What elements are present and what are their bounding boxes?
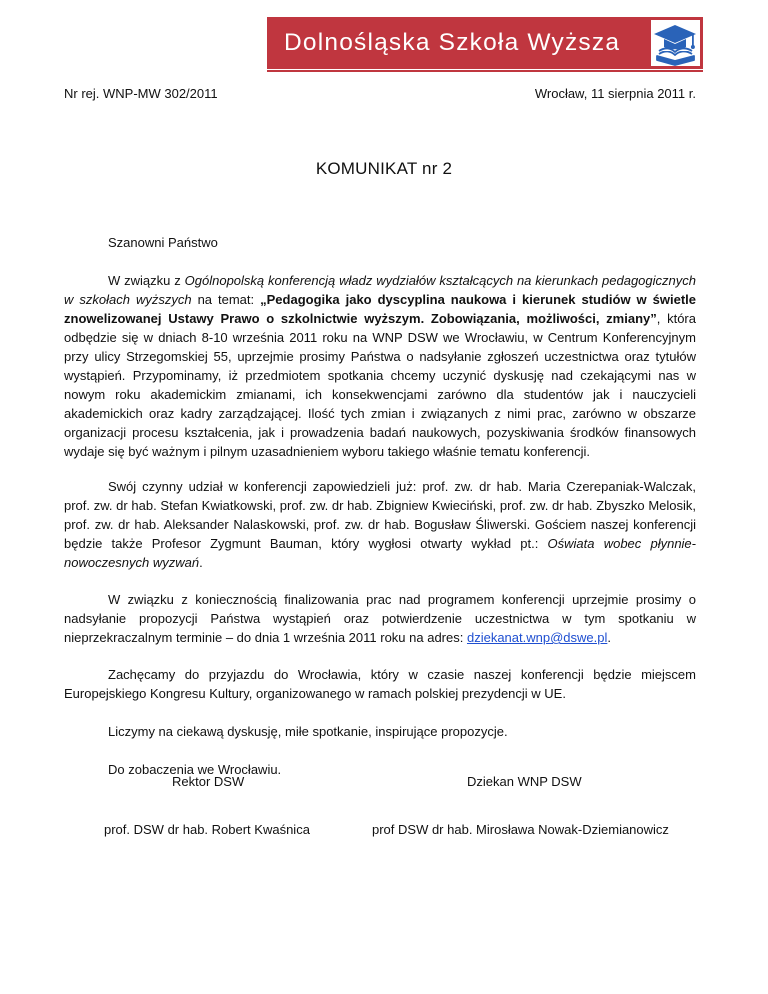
conference-name: Ogólnopolską konferencją władz wydziałów kształcących na kierunkach pedagogicznych w szkołach wyższych [64, 273, 696, 307]
p3-text: W związku z koniecznością finalizowania prac nad programem konferencji uprzejmie prosimy o nadsyłanie propozycji Państwa wystąpień oraz potwierdzenie uczestnictwa w tym spotkaniu w nieprzekraczalnym terminie – do dnia 1 września 2011 roku na adres: [64, 592, 696, 645]
p1-topic-lead: na temat: [191, 292, 261, 307]
rector-name: prof. DSW dr hab. Robert Kwaśnica [104, 822, 310, 837]
email-link[interactable]: dziekanat.wnp@dswe.pl [466, 630, 608, 645]
paragraph-speakers [64, 477, 696, 572]
p2-text: Swój czynny udział w konferencji zapowiedzieli już: prof. zw. dr hab. Maria Czerepaniak-Walczak, prof. zw. dr hab. Stefan Kwiatkowski, prof. zw. dr hab. Zbigniew Kwieciński, prof. zw. dr hab. Zbyszko Melosik, prof. zw. dr hab. Aleksander Nalaskowski, prof. zw. dr hab. Bogusław Śliwerski. Gościem naszej konferencji będzie także Profesor Zygmunt Bauman, który wygłosi otwarty wykład pt.: [64, 479, 696, 551]
p1-rest: , która odbędzie się w dniach 8-10 września 2011 roku na WNP DSW we Wrocławiu, w Centrum Konferencyjnym przy ulicy Strzegomskiej 55, uprzejmie prosimy Państwa o nadsyłanie zgłoszeń uczestnictwa oraz tytułów wystąpień. Przypominamy, iż przedmiotem spotkania chcemy uczynić dyskusję nad czekającymi nas w nowym roku akademickim zmianami, ich konsekwencjami zarówno dla studentów jak i nauczycieli akademickich oraz kadry zarządzającej. Ilość tych zmian i związanych z nimi prac, zarówno w obszarze organizacji procesu kształcenia, jak i prowadzenia badań naukowych, pozyskiwania środków finansowych wydaje się być ważnym i pilnym uzasadnieniem wyboru takiego właśnie tematu konferencji. [64, 311, 696, 459]
logo [651, 20, 700, 66]
paragraph-discussion: Liczymy na ciekawą dyskusję, miłe spotkanie, inspirujące propozycje. [108, 724, 508, 739]
conference-topic: „Pedagogika jako dyscyplina naukowa i kierunek studiów w świetle znowelizowanej Ustawy Prawo o szkolnictwie wyższym. Zobowiązania, możliwości, zmiany” [64, 292, 697, 326]
paragraph-invitation [64, 271, 696, 461]
dean-title: Dziekan WNP DSW [467, 774, 582, 789]
salutation: Szanowni Państwo [108, 235, 218, 250]
reference-number: Nr rej. WNP-MW 302/2011 [64, 86, 218, 101]
p2-end: . [199, 555, 203, 570]
letter-body [64, 233, 696, 779]
paragraph-culture-congress: Zachęcamy do przyjazdu do Wrocławia, który w czasie naszej konferencji będzie miejscem Europejskiego Kongresu Kultury, organizowanego w ramach polskiej prezydencji w UE. [64, 667, 696, 701]
paragraph-closing: Do zobaczenia we Wrocławiu. [108, 762, 282, 777]
paragraph-deadline [64, 590, 696, 647]
graduation-cap-book-icon [651, 20, 700, 66]
dean-name: prof DSW dr hab. Mirosława Nowak-Dziemianowicz [372, 822, 669, 837]
header-divider [267, 70, 703, 72]
institution-name: Dolnośląska Szkoła Wyższa [284, 29, 621, 56]
place-date: Wrocław, 11 sierpnia 2011 r. [534, 86, 696, 101]
lecture-title: Oświata wobec płynnie-nowoczesnych wyzwań [64, 536, 696, 570]
document-title: KOMUNIKAT nr 2 [315, 159, 453, 178]
rector-title: Rektor DSW [172, 774, 245, 789]
p3-end: . [607, 630, 611, 645]
p1-intro: W związku z [108, 273, 185, 288]
